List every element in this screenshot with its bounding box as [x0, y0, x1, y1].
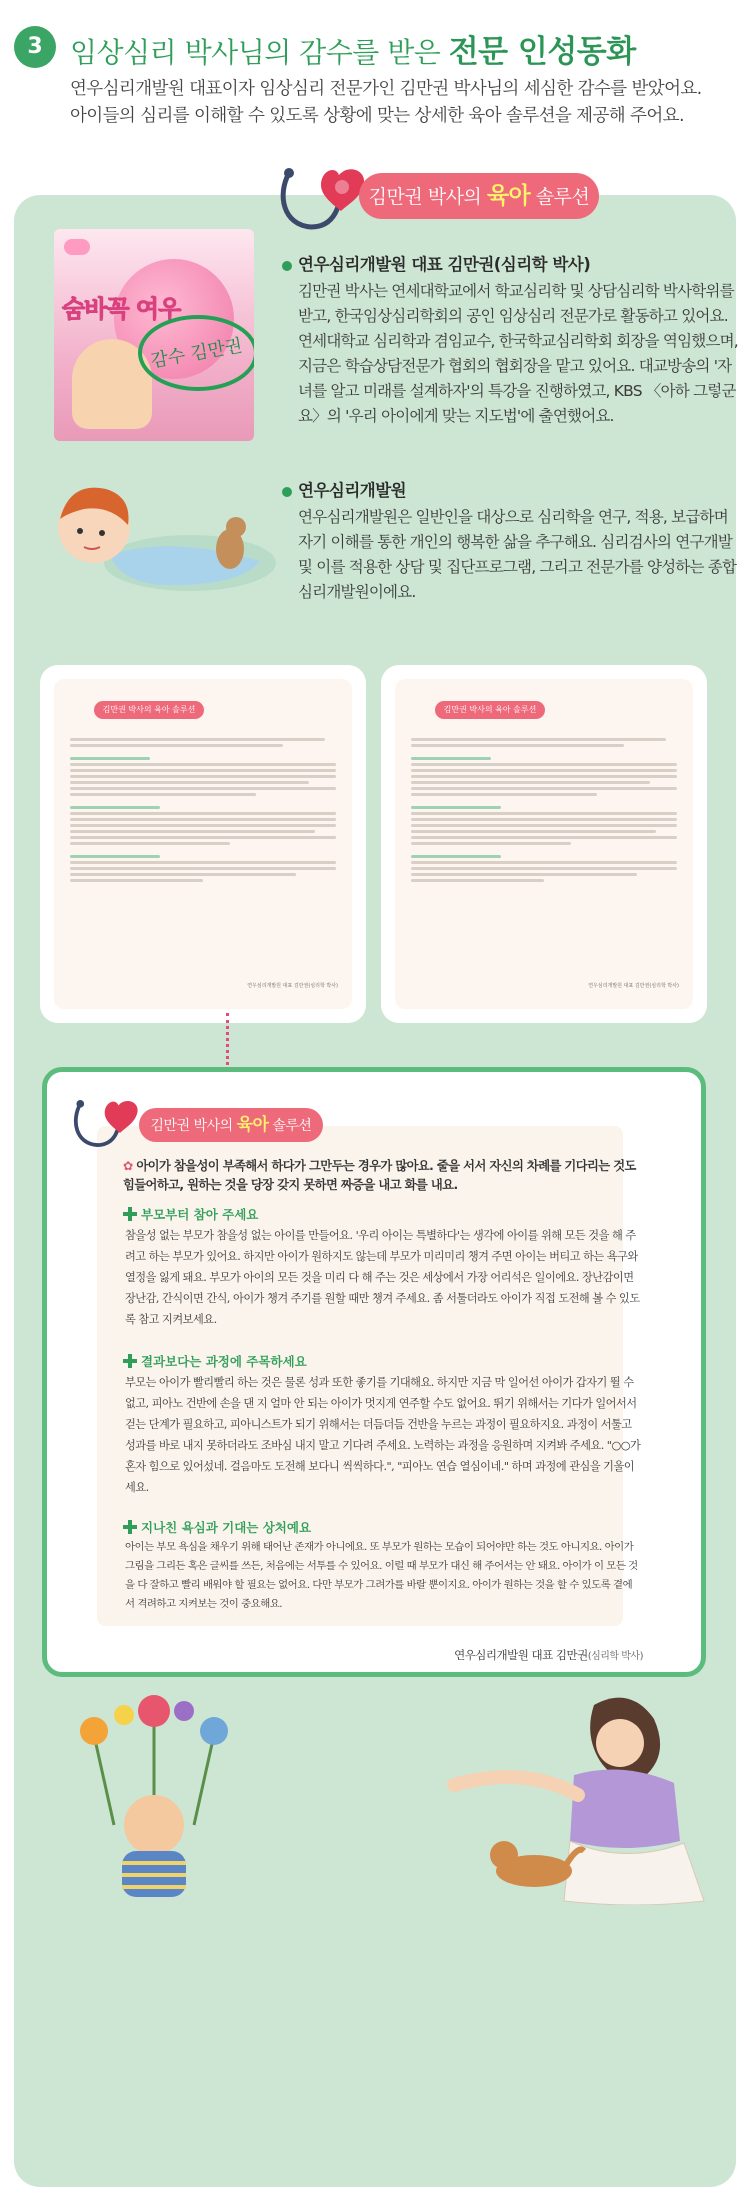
- book-cover-image: [54, 229, 254, 441]
- solution-lead-content: 아이가 참을성이 부족해서 하다가 그만두는 경우가 많아요. 줄을 서서 자신의 차례를 기다리는 것도 힘들어하고, 원하는 것을 당장 갖지 못하면 짜증을 내고 화를 내요.: [123, 1159, 636, 1192]
- tip-body-1: 참을성 없는 부모가 참을성 없는 아이를 만들어요. '우리 아이는 특별하다'는 생각에 아이를 위해 모든 것을 해 주려고 하는 부모가 있어요. 하지만 아이가 원하지도 않는데 부모가 미리미리 챙겨 주면 아이는 버티고 하는 욕구와 열정을 잃게 돼요. 부모가 아이의 모든 것을 미리 다 해 주는 것은 세상에서 가장 어리석은 일이에요. 장난감이면 장난감, 간식이면 간식, 아이가 챙겨 주기를 원할 때만 챙겨 주세요. 좀 서툴더라도 아이가 직접 도전해 볼 수 있도록 참고 지켜보세요.: [125, 1229, 640, 1326]
- thumbnail-signature: 연우심리개발원 대표 김만권(심리학 박사): [247, 983, 338, 989]
- solution-banner: [269, 165, 599, 239]
- plus-icon: [123, 1207, 137, 1221]
- section-number-badge: 3: [14, 26, 56, 68]
- solution-detail-ribbon: [139, 1108, 323, 1142]
- signature-title: (심리학 박사): [587, 1651, 643, 1662]
- plus-icon: [123, 1520, 137, 1534]
- thumbnail-signature: 연우심리개발원 대표 김만권(심리학 박사): [588, 983, 679, 989]
- section-title: [70, 26, 636, 71]
- tip-body-2: 부모는 아이가 빨리빨리 하는 것은 물론 성과 또한 좋기를 기대해요. 하지만 지금 막 일어선 아이가 갑자기 뛸 수 없고, 피아노 건반에 손을 댄 지 얼마 안 되는 아이가 멋지게 연주할 수도 없어요. 뛰기 위해서는 기다가 일어서서 걷는 단계가 필요하고, 피아니스트가 되기 위해서는 더듬더듬 건반을 누르는 과정이 필요하지요. 과정이 서툴고 성과를 바로 내지 못하더라도 조바심 내지 말고 기다려 주세요. 노력하는 과정을 응원하며 지켜봐 주세요. "○○가 혼자 힘으로 있어섰네. 걸음마도 도전해 보다니 씩씩하다.", "피아노 연습 열심이네." 하며 과정에 관심을 기울이세요.: [125, 1376, 641, 1494]
- solution-lead-text: [123, 1157, 643, 1195]
- child-with-flowers-illustration: [54, 1675, 254, 1905]
- solution-signature: [454, 1647, 643, 1663]
- bullet-dot-icon: [282, 487, 292, 497]
- detail-ribbon-highlight: 육아: [236, 1115, 269, 1135]
- thumbnail-text-lines: [70, 735, 336, 885]
- tip-body-3: 아이는 부모 욕심을 채우기 위해 태어난 존재가 아니에요. 또 부모가 원하는 모습이 되어야만 하는 것도 아니지요. 아이가 그림을 그리든 혹은 글씨를 쓰든, 처음에는 서투를 수 있어요. 이럴 때 부모가 대신 해 주어서는 안 돼요. 아이가 이 모든 것을 다 잘하고 빨리 배워야 할 필요는 없어요. 다만 부모가 그려가를 바랄 뿐이지요. 아이가 원하는 것을 할 수 있도록 곁에서 격려하고 지켜보는 것이 중요해요.: [125, 1541, 638, 1610]
- banner-highlight: 육아: [486, 183, 531, 209]
- mother-and-dog-illustration: [394, 1665, 724, 1905]
- content-panel: [14, 183, 738, 2187]
- flower-icon: ✿: [123, 1159, 137, 1173]
- bullet-dot-icon: [282, 261, 292, 271]
- tip-heading-2-text: 결과보다는 과정에 주목하세요: [141, 1354, 307, 1369]
- author-heading-text: 연우심리개발원 대표 김만권(심리학 박사): [298, 255, 591, 274]
- tip-heading-2: [123, 1352, 307, 1370]
- tip-heading-1-text: 부모부터 참아 주세요: [141, 1207, 259, 1222]
- signature-name: 연우심리개발원 대표 김만권: [454, 1648, 588, 1662]
- institute-description: 연우심리개발원은 일반인을 대상으로 심리학을 연구, 적용, 보급하며 자기 이해를 통한 개인의 행복한 삶을 추구해요. 심리검사의 연구개발 및 이를 적용한 상담 및 집단프로그램, 그리고 전문가를 양성하는 종합심리개발원이에요.: [298, 508, 737, 601]
- solution-banner-ribbon: [359, 173, 599, 219]
- thumbnail-paper: [54, 679, 352, 1009]
- institute-heading-text: 연우심리개발원: [298, 481, 407, 500]
- publisher-logo: [64, 239, 90, 255]
- sample-page-thumbnail-right: [381, 665, 707, 1023]
- baby-illustration: [40, 475, 280, 605]
- tip-heading-3-text: 지나친 욕심과 기대는 상처예요: [141, 1520, 312, 1535]
- thumbnail-paper: [395, 679, 693, 1009]
- institute-heading: [282, 477, 406, 501]
- tip-heading-3: [123, 1518, 311, 1536]
- banner-suffix: 솔루션: [530, 186, 590, 208]
- author-heading: [282, 251, 590, 275]
- tip-heading-1: [123, 1205, 258, 1223]
- section-intro: 연우심리개발원 대표이자 임상심리 전문가인 김만권 박사님의 세심한 감수를 받았어요. 아이들의 심리를 이해할 수 있도록 상황에 맞는 상세한 육아 솔루션을 제공해 주어요.: [70, 79, 702, 126]
- book-cover-title: 숨바꼭 여우: [62, 295, 181, 323]
- thumbnail-banner: 김만권 박사의 육아 솔루션: [435, 701, 545, 719]
- detail-ribbon-suffix: 솔루션: [268, 1118, 312, 1134]
- thumbnail-banner: 김만권 박사의 육아 솔루션: [94, 701, 204, 719]
- section-title-plain: 임상심리 박사님의 감수를 받은: [70, 36, 449, 69]
- sample-page-thumbnail-left: [40, 665, 366, 1023]
- plus-icon: [123, 1354, 137, 1368]
- supervisor-badge-text: 감수 김만권: [149, 335, 245, 372]
- detail-ribbon-prefix: 김만권 박사의: [150, 1118, 237, 1134]
- banner-prefix: 김만권 박사의: [368, 186, 487, 208]
- solution-detail-box: [42, 1067, 706, 1677]
- author-bio: 김만권 박사는 연세대학교에서 학교심리학 및 상담심리학 박사학위를 받고, 한국임상심리학회의 공인 임상심리 전문가로 활동하고 있어요. 연세대학교 심리학과 겸임교수, 한국학교심리학회 회장을 역임했으며, 지금은 학습상담전문가 협회의 협회장을 맡고 있어요. 대교방송의 '자녀를 알고 미래를 설계하자'의 특강을 진행하였고, KBS 〈아하 그렇군요〉의 '우리 아이에게 맞는 지도법'에 출연했어요.: [298, 282, 738, 425]
- stethoscope-icon: [65, 1096, 149, 1156]
- section-title-strong: 전문 인성동화: [448, 34, 636, 70]
- thumbnail-text-lines: [411, 735, 677, 885]
